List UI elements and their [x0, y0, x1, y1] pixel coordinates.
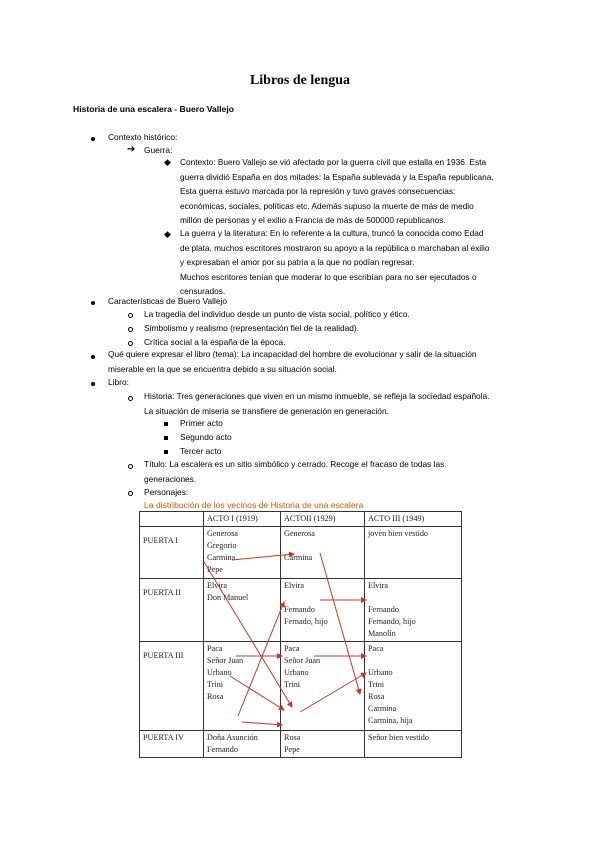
- diamond-bullet-icon: ◆: [164, 229, 171, 239]
- door-label: PUERTA III: [140, 642, 204, 731]
- circle-bullet-icon: [128, 313, 133, 318]
- square-bullet-icon: [164, 436, 168, 440]
- table-row: [140, 527, 462, 579]
- table-header-row: [140, 512, 462, 527]
- table-cell: Elvira Fernando Fernando, hijo Manolín: [365, 579, 462, 642]
- tema-paragraph: Qué quiere expresar el libro (tema): La incapacidad del hombre de evolucionar y salir de la situación miserable en la que se encuentra debido a su situación social.: [108, 349, 477, 374]
- bullet-dot-icon: [91, 382, 95, 386]
- table-row: [140, 642, 462, 731]
- table-cell: Paca Señor Juan Urbano Trini: [281, 642, 365, 731]
- circle-bullet-icon: [128, 396, 133, 401]
- table-cell: Doña Asunción Fernando: [204, 731, 281, 758]
- document-subtitle: Historia de una escalera - Buero Vallejo: [73, 104, 234, 114]
- table-cell: Generosa Gregorio Carmina Pepe: [204, 527, 281, 579]
- circle-bullet-icon: [128, 327, 133, 332]
- door-label: PUERTA IV: [140, 731, 204, 758]
- table-cell: Generosa Carmina: [281, 527, 365, 579]
- caracteristica-item: La tragedia del individuo desde un punto de vista social, político y ético.: [144, 309, 410, 319]
- bullet-dot-icon: [91, 137, 95, 141]
- literatura-paragraph: La guerra y la literatura: En lo referente a la cultura, truncó la conocida como Edad de plata, muchos escritores mostraron su apoyo a la república o marchaban al exilio y expresaban el amor por su patria a la que no podían regresar. Muchos escritores tenían que moderar lo que escribían para no ser ejecutados o censurados.: [180, 228, 490, 297]
- historia-paragraph: Historia: Tres generaciones que viven en un mismo inmueble, se refleja la sociedad española. La situación de miseria se transfiere de generación en generación.: [144, 391, 490, 416]
- table-cell: Señor bien vestido: [365, 731, 462, 758]
- table-row: [140, 731, 462, 758]
- table-cell: Elvira Fernando Fernado, hijo: [281, 579, 365, 642]
- acto-item: Tercer acto: [180, 446, 222, 456]
- table-cell: Paca Urbano Trini Rosa Carmina Carmina, hija: [365, 642, 462, 731]
- acto-item: Segundo acto: [180, 432, 232, 442]
- section-caracteristicas: Características de Buero Vallejo: [108, 296, 228, 306]
- table-row: [140, 579, 462, 642]
- caracteristica-item: Crítica social a la españa de la época.: [144, 337, 286, 347]
- arrow-right-icon: ➔: [127, 144, 136, 155]
- door-label: PUERTA I: [140, 527, 204, 579]
- bullet-dot-icon: [91, 355, 95, 359]
- table-cell: Elvira Don Manuel: [204, 579, 281, 642]
- door-label: PUERTA II: [140, 579, 204, 642]
- table-cell: Rosa Pepe: [281, 731, 365, 758]
- titulo-paragraph: Título: La escalera es un sitio simbólico y cerrado. Recoge el fracaso de todas las generaciones.: [144, 459, 445, 484]
- page-title: Libros de lengua: [249, 73, 351, 88]
- diamond-bullet-icon: ◆: [164, 157, 171, 167]
- section-contexto: Contexto histórico:: [108, 132, 178, 142]
- table-cell: Paca Señor Juan Urbano Trini Rosa: [204, 642, 281, 731]
- section-guerra: Guerra:: [144, 145, 173, 155]
- circle-bullet-icon: [128, 341, 133, 346]
- bullet-dot-icon: [91, 301, 95, 305]
- table-header-cell: [140, 512, 204, 527]
- contexto-paragraph: Contexto: Buero Vallejo se vió afectado por la guerra civil que estalla en 1936. Esta guerra dividió España en dos mitades: la España sublevada y la España republicana. Esta guerra estuvo marcada por la represión y tuvo graves consecuencias: económicas, sociales, políticas etc. Además supuso la muerte de más de medio millón de personas y el exilio a Francia de más de 500000 republicanos.: [180, 157, 494, 226]
- circle-bullet-icon: [128, 491, 133, 496]
- characters-table: [139, 511, 462, 758]
- table-caption: La distribución de los vecinos de Historia de una escalera: [144, 500, 364, 510]
- table-header-cell: ACTO I (1919): [204, 512, 281, 527]
- circle-bullet-icon: [128, 464, 133, 469]
- acto-item: Primer acto: [180, 418, 223, 428]
- caracteristica-item: Simbolismo y realismo (representación fiel de la realidad).: [144, 323, 360, 333]
- table-cell: joven bien vestido: [365, 527, 462, 579]
- table-header-cell: ACTO III (1949): [365, 512, 462, 527]
- section-personajes: Personajes:: [144, 487, 189, 497]
- section-libro: Libro:: [108, 377, 129, 387]
- square-bullet-icon: [164, 450, 168, 454]
- square-bullet-icon: [164, 422, 168, 426]
- table-header-cell: ACTOII (1929): [281, 512, 365, 527]
